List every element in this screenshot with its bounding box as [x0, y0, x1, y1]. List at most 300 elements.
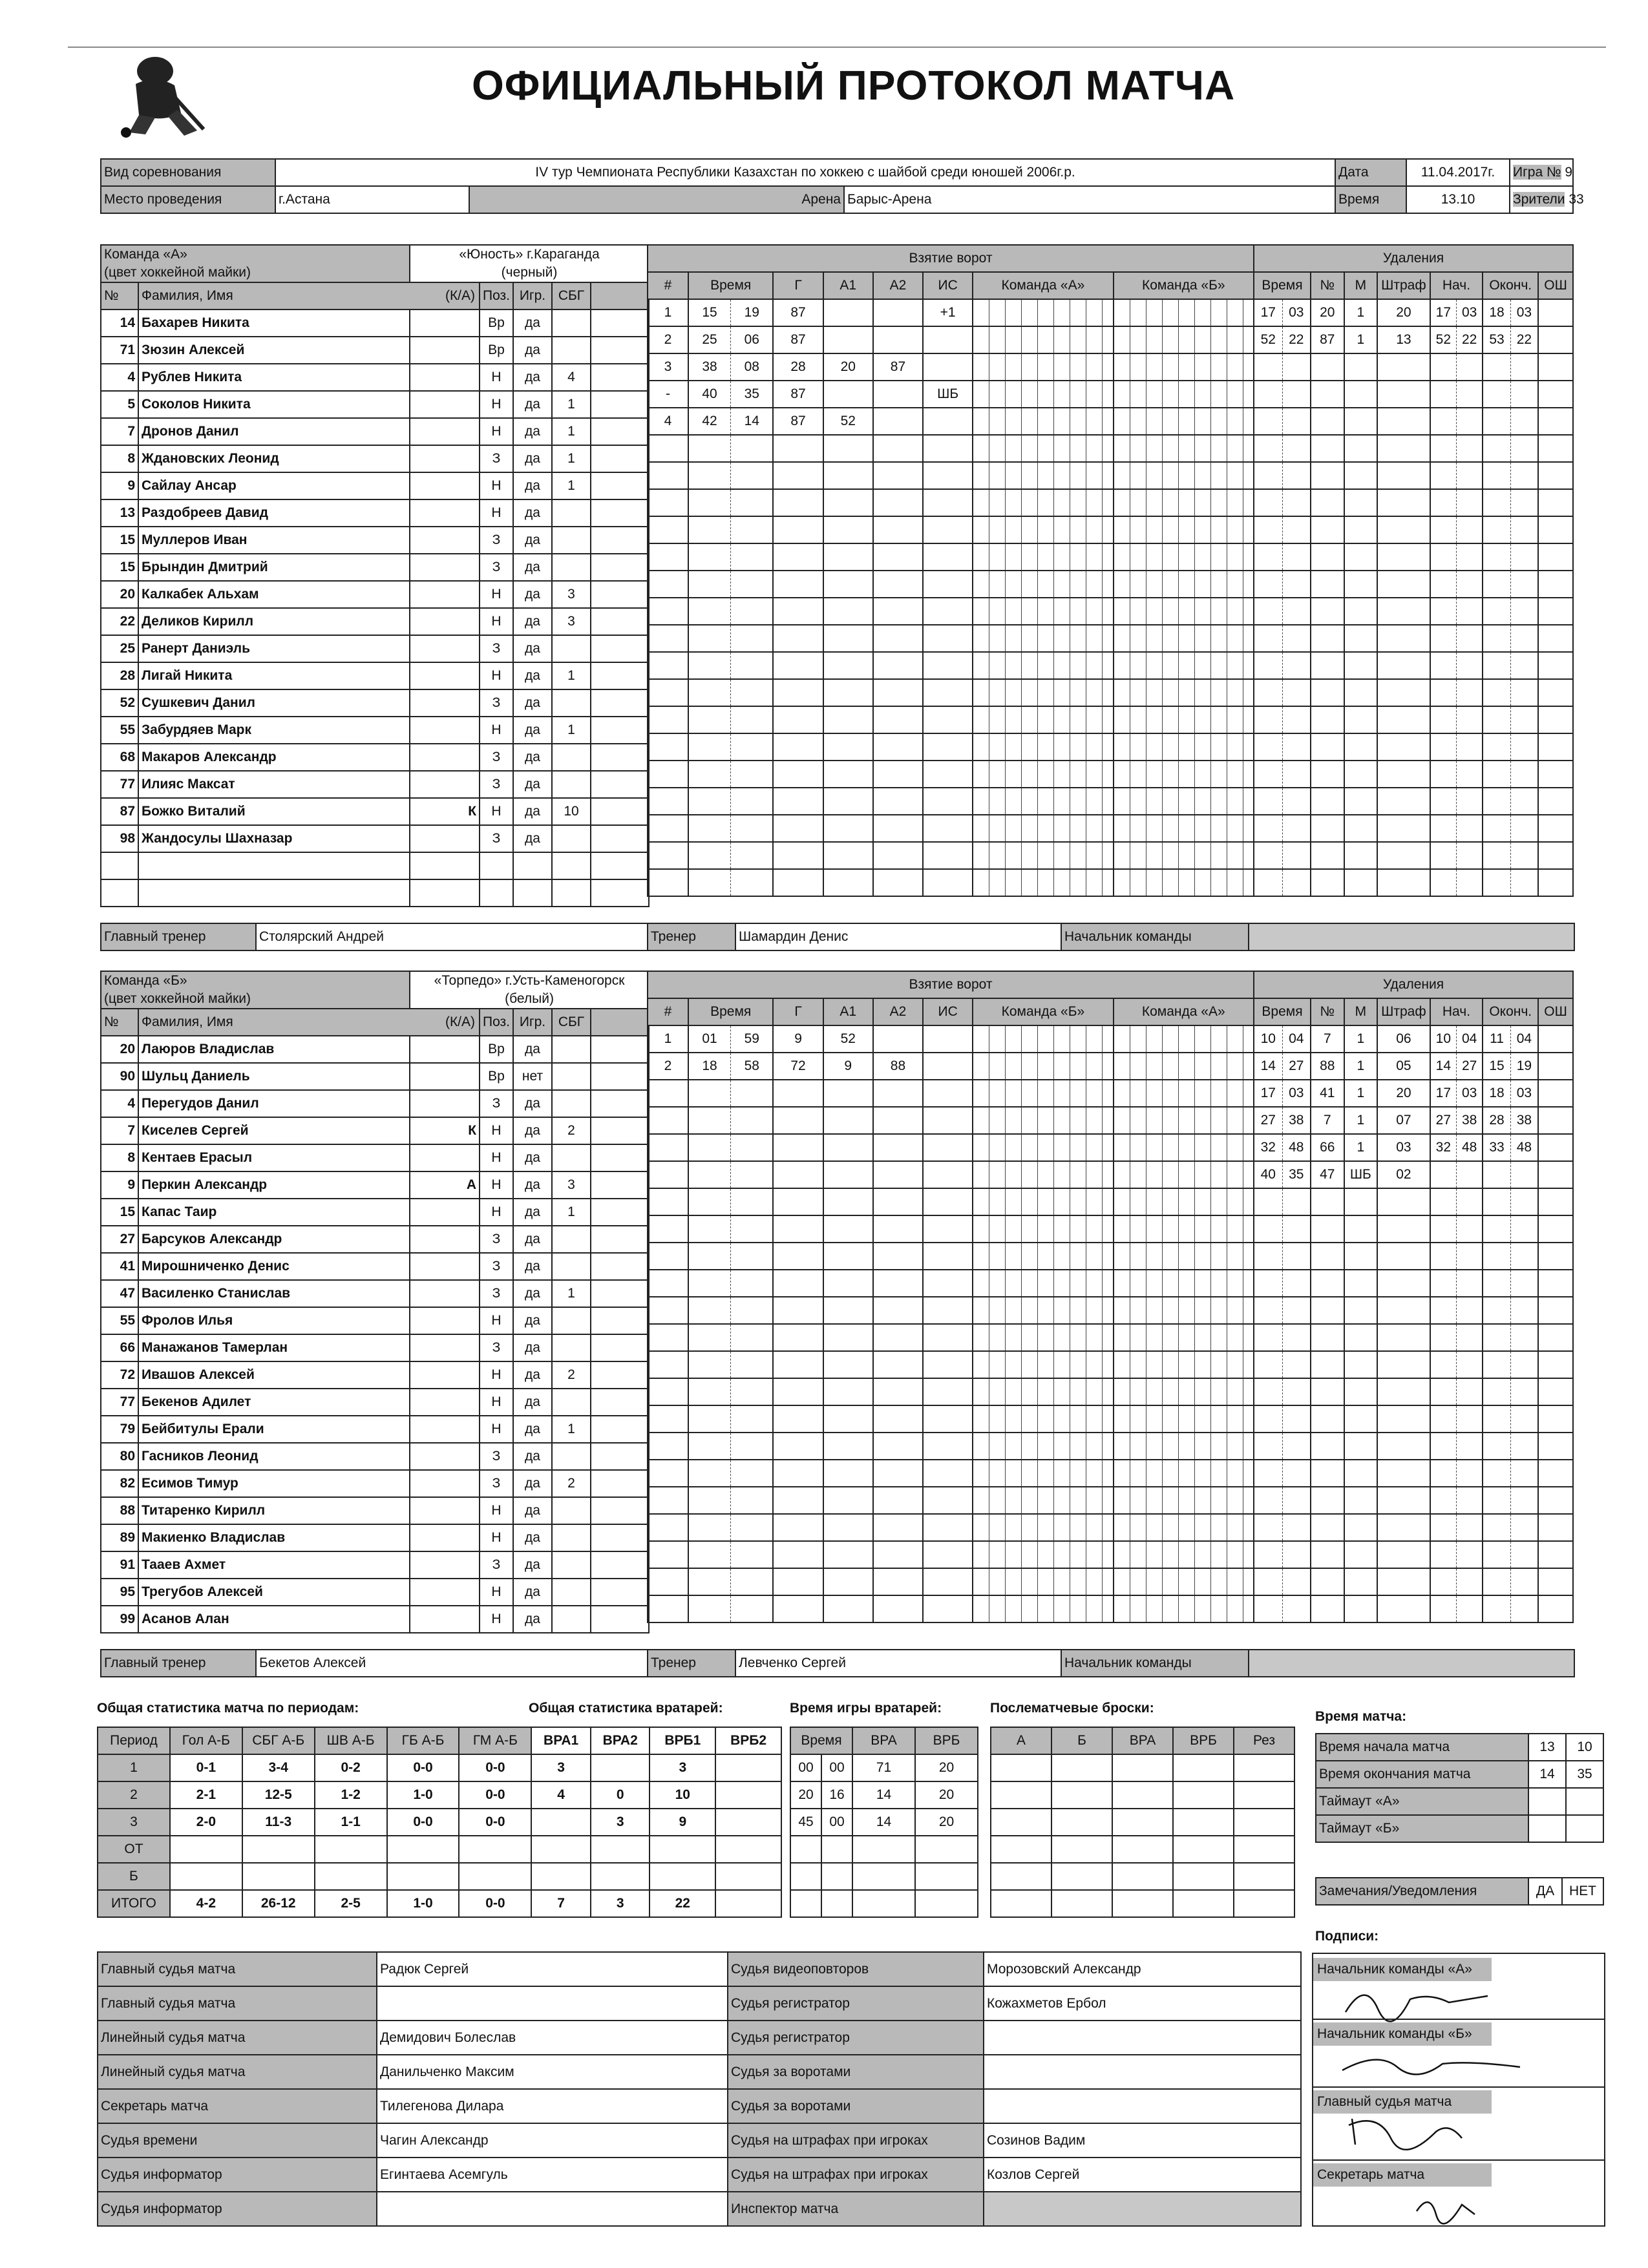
penalty-minute [1254, 869, 1282, 896]
goal-number [648, 788, 688, 815]
player-extra [591, 1036, 649, 1063]
player-position: Н [480, 1307, 513, 1334]
place-value: г.Астана [275, 186, 469, 213]
goal-assist2 [873, 679, 923, 706]
goal-row [648, 1161, 1254, 1188]
penalty-minutes: ШБ [1344, 1161, 1378, 1188]
penalty-player: 88 [1311, 1053, 1344, 1080]
official-role: Судья информатор [98, 2192, 377, 2226]
goal-second [731, 1487, 774, 1514]
goal-team1-grid [973, 1433, 1113, 1460]
goal-situation [923, 652, 973, 679]
goal-scorer [773, 1080, 823, 1107]
goal-assist2 [873, 381, 923, 408]
player-row [101, 1389, 649, 1416]
penalty-minutes: 1 [1344, 1053, 1378, 1080]
goal-number [648, 652, 688, 679]
stats-value: 22 [650, 1890, 715, 1917]
player-ka [410, 1307, 480, 1334]
player-sbg [552, 1090, 591, 1117]
penalty-end-min [1483, 1161, 1510, 1188]
goal-scorer [773, 1568, 823, 1595]
official-name: Козлов Сергей [984, 2158, 1301, 2192]
penalty-osh [1538, 815, 1573, 842]
penalty-start-sec [1456, 1460, 1483, 1487]
penalty-start-sec [1456, 761, 1483, 788]
penalty-osh [1538, 1351, 1573, 1378]
player-played: да [513, 771, 552, 798]
player-ka [410, 1280, 480, 1307]
goal-minute: 25 [688, 326, 731, 353]
penalty-code [1377, 353, 1430, 381]
player-extra [591, 1144, 649, 1171]
shootout-cell [1173, 1863, 1234, 1890]
goal-number: 1 [648, 1025, 688, 1053]
player-sbg: 2 [552, 1361, 591, 1389]
penalty-end-min: 11 [1483, 1025, 1510, 1053]
player-ka [410, 418, 480, 445]
goal-row [648, 625, 1254, 652]
player-number [101, 852, 138, 879]
col-no: № [101, 282, 138, 310]
player-extra [591, 879, 649, 907]
player-played: да [513, 1551, 552, 1579]
goal-assist1 [823, 1378, 873, 1405]
player-sbg: 2 [552, 1117, 591, 1144]
shootout-row [991, 1863, 1294, 1890]
penalty-end-min [1483, 543, 1510, 571]
col-played: Игр. [513, 282, 552, 310]
player-name: Асанов Алан [138, 1606, 410, 1633]
goal-second [731, 1134, 774, 1161]
penalty-end-sec [1510, 706, 1538, 733]
goal-scorer [773, 1405, 823, 1433]
player-extra [591, 554, 649, 581]
goal-scorer [773, 815, 823, 842]
penalty-minute [1254, 1270, 1282, 1297]
penalty-start-sec [1456, 1568, 1483, 1595]
goal-team2-grid [1114, 1405, 1254, 1433]
goal-row [648, 1378, 1254, 1405]
goal-col-num: # [648, 998, 688, 1025]
player-sbg: 2 [552, 1470, 591, 1497]
player-number: 25 [101, 635, 138, 662]
goal-number [648, 1541, 688, 1568]
penalty-end-min: 53 [1483, 326, 1510, 353]
goal-col-a1: А1 [823, 272, 873, 299]
goal-assist1 [823, 1460, 873, 1487]
player-sbg: 3 [552, 1171, 591, 1199]
goal-minute [688, 1595, 731, 1622]
goal-team2-grid [1114, 1568, 1254, 1595]
team-chief-name [1249, 1650, 1574, 1677]
goal-team1-grid [973, 1243, 1113, 1270]
signature-label: Секретарь матча [1313, 2163, 1492, 2187]
penalty-end-sec: 22 [1510, 326, 1538, 353]
penalties-title: Удаления [1254, 245, 1573, 272]
player-position: З [480, 635, 513, 662]
player-position: Н [480, 798, 513, 825]
shootout-cell [991, 1754, 1051, 1781]
player-name: Ранерт Даниэль [138, 635, 410, 662]
goal-situation [923, 1161, 973, 1188]
penalty-player [1311, 652, 1344, 679]
spectators-value: 33 [1569, 192, 1584, 207]
penalty-second [1282, 1541, 1311, 1568]
player-ka [410, 662, 480, 689]
goal-situation [923, 1405, 973, 1433]
penalty-osh [1538, 1243, 1573, 1270]
penalty-player [1311, 516, 1344, 543]
official-row [98, 2055, 1301, 2089]
remarks-no[interactable]: НЕТ [1562, 1878, 1603, 1905]
penalty-minute: 52 [1254, 326, 1282, 353]
penalty-player: 66 [1311, 1134, 1344, 1161]
goal-minute: 42 [688, 408, 731, 435]
penalty-second [1282, 1433, 1311, 1460]
penalty-minutes [1344, 571, 1378, 598]
goal-team2-grid [1114, 435, 1254, 462]
penalty-end-min [1483, 679, 1510, 706]
goal-second: 59 [731, 1025, 774, 1053]
goal-assist1: 9 [823, 1053, 873, 1080]
penalty-code [1377, 489, 1430, 516]
penalty-start-min [1430, 543, 1457, 571]
penalty-second: 03 [1282, 299, 1311, 326]
penalty-row [1254, 543, 1573, 571]
goal-number [648, 1595, 688, 1622]
penalty-code: 05 [1377, 1053, 1430, 1080]
player-number: 90 [101, 1063, 138, 1090]
goal-minute [688, 543, 731, 571]
goal-team1-grid [973, 1460, 1113, 1487]
goalie-time-value [790, 1863, 821, 1890]
stats-value: 3 [591, 1890, 650, 1917]
goal-assist2 [873, 435, 923, 462]
goal-team1-grid [973, 516, 1113, 543]
goal-second [731, 1080, 774, 1107]
coach-name: Шамардин Денис [735, 923, 1061, 950]
goalie-time-value: 14 [852, 1809, 915, 1836]
penalty-code [1377, 516, 1430, 543]
col-pos: Поз. [480, 1009, 513, 1036]
match-time-label: Таймаут «Б» [1316, 1815, 1528, 1842]
player-number: 91 [101, 1551, 138, 1579]
goalie-time-value [852, 1836, 915, 1863]
penalty-end-sec [1510, 1297, 1538, 1324]
penalty-start-sec [1456, 1514, 1483, 1541]
goal-second [731, 706, 774, 733]
penalty-minutes [1344, 733, 1378, 761]
player-extra [591, 1443, 649, 1470]
penalty-end-sec [1510, 1324, 1538, 1351]
shootout-cell [1234, 1754, 1294, 1781]
goal-number [648, 1378, 688, 1405]
goal-team1-grid [973, 706, 1113, 733]
goal-number [648, 598, 688, 625]
goal-assist1 [823, 842, 873, 869]
player-extra [591, 717, 649, 744]
official-name [984, 2192, 1301, 2226]
player-sbg: 1 [552, 662, 591, 689]
goal-situation: ШБ [923, 381, 973, 408]
penalty-end-min: 18 [1483, 1080, 1510, 1107]
remarks-label: Замечания/Уведомления [1316, 1878, 1528, 1905]
goal-situation [923, 1541, 973, 1568]
player-ka [410, 499, 480, 527]
goal-number [648, 679, 688, 706]
penalty-end-min [1483, 1270, 1510, 1297]
goal-scorer [773, 706, 823, 733]
goal-number [648, 1297, 688, 1324]
penalty-code [1377, 652, 1430, 679]
stats-value: 3-4 [242, 1754, 315, 1781]
player-name: Брындин Дмитрий [138, 554, 410, 581]
goal-assist2 [873, 842, 923, 869]
time-label: Время [1335, 186, 1406, 213]
penalty-osh [1538, 733, 1573, 761]
penalty-start-sec [1456, 408, 1483, 435]
col-ka-label: (К/А) [445, 288, 476, 303]
goal-situation [923, 1595, 973, 1622]
player-sbg [552, 1443, 591, 1470]
goal-row [648, 1460, 1254, 1487]
penalty-minute [1254, 1324, 1282, 1351]
goal-situation [923, 788, 973, 815]
player-name: Дронов Данил [138, 418, 410, 445]
penalty-end-sec: 19 [1510, 1053, 1538, 1080]
goal-col-is: ИС [923, 272, 973, 299]
stats-row [98, 1754, 781, 1781]
team-chief-label: Начальник команды [1061, 1650, 1249, 1677]
penalty-start-sec [1456, 462, 1483, 489]
goalie-time-row [790, 1890, 978, 1917]
player-name: Макаров Александр [138, 744, 410, 771]
goal-situation [923, 869, 973, 896]
periods-title: Общая статистика матча по периодам: [97, 1701, 359, 1716]
goalie-time-value: 45 [790, 1809, 821, 1836]
shootout-cell [1112, 1754, 1173, 1781]
goal-second: 08 [731, 353, 774, 381]
stats-value [650, 1836, 715, 1863]
penalty-minutes [1344, 598, 1378, 625]
header-table [100, 158, 1584, 214]
goal-row [648, 408, 1254, 435]
goal-assist2 [873, 869, 923, 896]
goal-team1-grid [973, 761, 1113, 788]
official-name [984, 2021, 1301, 2055]
penalty-start-sec [1456, 1324, 1483, 1351]
goal-assist1 [823, 1568, 873, 1595]
player-played: да [513, 418, 552, 445]
player-played: нет [513, 1063, 552, 1090]
team_a-goals-table [647, 244, 1254, 897]
stats-value: 1-1 [315, 1809, 387, 1836]
match-time-label: Таймаут «А» [1316, 1788, 1528, 1815]
penalty-end-min [1483, 1405, 1510, 1433]
player-row [101, 472, 649, 499]
goal-situation [923, 353, 973, 381]
goalie-time-table [790, 1727, 978, 1918]
stats-col-2: СБГ А-Б [242, 1727, 315, 1754]
goal-assist2 [873, 1433, 923, 1460]
goal-assist1 [823, 1161, 873, 1188]
penalty-code: 07 [1377, 1107, 1430, 1134]
penalty-minute [1254, 1487, 1282, 1514]
player-name: Лаюров Владислав [138, 1036, 410, 1063]
penalty-start-sec: 38 [1456, 1107, 1483, 1134]
penalty-start-sec: 22 [1456, 326, 1483, 353]
penalty-second [1282, 1405, 1311, 1433]
goal-team1-grid [973, 353, 1113, 381]
goal-row [648, 516, 1254, 543]
goal-second [731, 1433, 774, 1460]
player-number [101, 879, 138, 907]
goal-scorer [773, 435, 823, 462]
penalty-end-sec [1510, 1487, 1538, 1514]
match-time-minute [1566, 1815, 1603, 1842]
goal-number [648, 761, 688, 788]
player-position: Н [480, 1579, 513, 1606]
penalty-minutes [1344, 842, 1378, 869]
penalty-osh [1538, 1025, 1573, 1053]
goal-minute [688, 1324, 731, 1351]
goal-scorer: 87 [773, 299, 823, 326]
player-name: Капас Таир [138, 1199, 410, 1226]
player-sbg: 1 [552, 1416, 591, 1443]
penalty-end-min [1483, 761, 1510, 788]
player-ka [410, 1199, 480, 1226]
player-row [101, 1090, 649, 1117]
remarks-yes[interactable]: ДА [1528, 1878, 1562, 1905]
goal-assist2 [873, 1460, 923, 1487]
player-position: З [480, 689, 513, 717]
goal-second [731, 1595, 774, 1622]
player-name: Перкин Александр [138, 1171, 410, 1199]
penalty-start-sec [1456, 1161, 1483, 1188]
penalty-end-min [1483, 1215, 1510, 1243]
player-sbg [552, 1606, 591, 1633]
player-extra [591, 1226, 649, 1253]
goal-scorer [773, 1595, 823, 1622]
penalty-end-sec [1510, 1243, 1538, 1270]
shootout-row [991, 1781, 1294, 1809]
penalty-end-min [1483, 1378, 1510, 1405]
player-ka [410, 852, 480, 879]
stats-col-3: ШВ А-Б [315, 1727, 387, 1754]
goal-row [648, 1405, 1254, 1433]
goal-number: 3 [648, 353, 688, 381]
player-extra [591, 391, 649, 418]
team_b-color: (белый) [505, 991, 554, 1006]
goal-assist1 [823, 516, 873, 543]
goal-team2-grid [1114, 299, 1254, 326]
penalty-start-sec [1456, 1351, 1483, 1378]
goal-scorer [773, 761, 823, 788]
penalty-row [1254, 1351, 1573, 1378]
player-ka [410, 608, 480, 635]
penalty-second [1282, 1487, 1311, 1514]
penalty-end-min [1483, 598, 1510, 625]
penalty-start-min [1430, 1270, 1457, 1297]
goal-row [648, 869, 1254, 896]
penalty-code [1377, 1215, 1430, 1243]
goal-situation: +1 [923, 299, 973, 326]
player-name: Ивашов Алексей [138, 1361, 410, 1389]
penalty-code [1377, 679, 1430, 706]
goal-minute [688, 1514, 731, 1541]
competition-label: Вид соревнования [101, 159, 275, 186]
goal-row [648, 1595, 1254, 1622]
penalty-code [1377, 1188, 1430, 1215]
penalty-end-min [1483, 706, 1510, 733]
goal-second [731, 598, 774, 625]
penalty-start-sec [1456, 1595, 1483, 1622]
goal-team1-grid [973, 326, 1113, 353]
goal-minute [688, 1378, 731, 1405]
player-ka [410, 1144, 480, 1171]
col-ka-label: (К/А) [445, 1014, 476, 1029]
player-number: 14 [101, 310, 138, 337]
penalty-end-sec [1510, 733, 1538, 761]
penalty-end-min [1483, 842, 1510, 869]
stats-row [98, 1809, 781, 1836]
col-no: № [101, 1009, 138, 1036]
goal-assist2 [873, 598, 923, 625]
penalty-second [1282, 1243, 1311, 1270]
penalty-code [1377, 1405, 1430, 1433]
goal-row [648, 326, 1254, 353]
goal-assist1 [823, 1080, 873, 1107]
official-role: Судья регистратор [728, 1986, 984, 2021]
goal-team2-grid [1114, 543, 1254, 571]
pen-col-end: Оконч. [1483, 272, 1538, 299]
penalty-code [1377, 462, 1430, 489]
player-extra [591, 1551, 649, 1579]
match-time-minute [1566, 1788, 1603, 1815]
penalty-row [1254, 1378, 1573, 1405]
penalty-start-sec [1456, 652, 1483, 679]
player-sbg [552, 825, 591, 852]
team_a-name-cell [410, 245, 649, 282]
goalie-time-value [852, 1890, 915, 1917]
penalty-code [1377, 381, 1430, 408]
goalie-time-value: 20 [915, 1754, 978, 1781]
penalty-minutes [1344, 1487, 1378, 1514]
goal-team2-grid [1114, 1541, 1254, 1568]
player-number: 98 [101, 825, 138, 852]
goal-team1-grid [973, 1405, 1113, 1433]
penalty-osh [1538, 1460, 1573, 1487]
goal-number [648, 543, 688, 571]
penalty-end-min [1483, 516, 1510, 543]
player-extra [591, 825, 649, 852]
stats-value [315, 1836, 387, 1863]
goal-minute [688, 1351, 731, 1378]
player-position: Н [480, 1199, 513, 1226]
player-sbg: 1 [552, 472, 591, 499]
goal-col-team2: Команда «А» [1114, 998, 1254, 1025]
player-sbg: 3 [552, 581, 591, 608]
penalty-start-sec [1456, 679, 1483, 706]
team_b-label: Команда «Б» [104, 973, 187, 988]
player-ka [410, 337, 480, 364]
player-position [480, 852, 513, 879]
penalty-row [1254, 706, 1573, 733]
penalty-end-sec: 03 [1510, 299, 1538, 326]
penalty-osh [1538, 1107, 1573, 1134]
player-ka: К [410, 798, 480, 825]
